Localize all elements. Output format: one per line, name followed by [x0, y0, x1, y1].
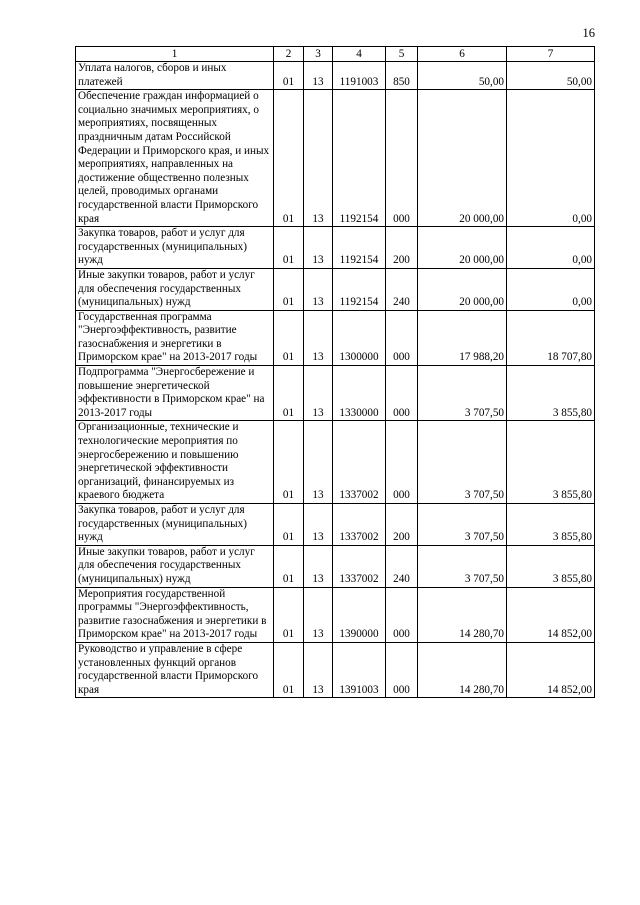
row-expense-type: 200	[386, 504, 418, 546]
row-expense-type: 000	[386, 587, 418, 642]
column-header: 3	[304, 47, 333, 62]
column-header: 4	[333, 47, 386, 62]
row-name: Организационные, технические и технологические мероприятия по энергосбережению и повышению энергетической эффективности организаций, финансируемых из краевого бюджета	[76, 421, 274, 504]
row-section: 01	[274, 268, 304, 310]
column-header: 6	[418, 47, 507, 62]
row-expense-type: 240	[386, 545, 418, 587]
budget-table	[75, 46, 595, 698]
row-expense-type: 000	[386, 421, 418, 504]
row-subsection: 13	[304, 90, 333, 227]
table-row	[76, 90, 595, 227]
row-section: 01	[274, 90, 304, 227]
row-target-code: 1300000	[333, 310, 386, 365]
page-number: 16	[582, 26, 595, 40]
row-subsection: 13	[304, 421, 333, 504]
row-amount-2: 3 855,80	[507, 545, 595, 587]
row-expense-type: 000	[386, 90, 418, 227]
table-row	[76, 310, 595, 365]
row-target-code: 1337002	[333, 504, 386, 546]
row-amount-1: 20 000,00	[418, 90, 507, 227]
row-target-code: 1337002	[333, 545, 386, 587]
row-amount-1: 14 280,70	[418, 642, 507, 697]
row-amount-2: 14 852,00	[507, 642, 595, 697]
row-section: 01	[274, 62, 304, 90]
row-subsection: 13	[304, 227, 333, 269]
row-amount-1: 14 280,70	[418, 587, 507, 642]
row-name: Государственная программа "Энергоэффективность, развитие газоснабжения и энергетики в Приморском крае" на 2013-2017 годы	[76, 310, 274, 365]
row-amount-2: 0,00	[507, 268, 595, 310]
row-amount-2: 50,00	[507, 62, 595, 90]
row-target-code: 1192154	[333, 227, 386, 269]
row-amount-1: 3 707,50	[418, 421, 507, 504]
table-row	[76, 62, 595, 90]
row-section: 01	[274, 642, 304, 697]
table-row	[76, 366, 595, 421]
row-expense-type: 240	[386, 268, 418, 310]
row-name: Мероприятия государственной программы "Энергоэффективность, развитие газоснабжения и энергетики в Приморском крае" на 2013-2017 годы	[76, 587, 274, 642]
row-name: Подпрограмма "Энергосбережение и повышение энергетической эффективности в Приморском крае" на 2013-2017 годы	[76, 366, 274, 421]
row-amount-2: 14 852,00	[507, 587, 595, 642]
row-amount-1: 17 988,20	[418, 310, 507, 365]
row-subsection: 13	[304, 366, 333, 421]
row-amount-2: 18 707,80	[507, 310, 595, 365]
row-target-code: 1390000	[333, 587, 386, 642]
row-expense-type: 200	[386, 227, 418, 269]
table-row	[76, 421, 595, 504]
row-section: 01	[274, 310, 304, 365]
column-header: 7	[507, 47, 595, 62]
row-name: Закупка товаров, работ и услуг для государственных (муниципальных) нужд	[76, 504, 274, 546]
table-row	[76, 268, 595, 310]
row-subsection: 13	[304, 587, 333, 642]
column-header: 2	[274, 47, 304, 62]
row-subsection: 13	[304, 504, 333, 546]
row-section: 01	[274, 545, 304, 587]
table-row	[76, 545, 595, 587]
row-target-code: 1330000	[333, 366, 386, 421]
row-name: Уплата налогов, сборов и иных платежей	[76, 62, 274, 90]
row-name: Иные закупки товаров, работ и услуг для обеспечения государственных (муниципальных) нужд	[76, 545, 274, 587]
table-row	[76, 587, 595, 642]
row-subsection: 13	[304, 268, 333, 310]
column-header: 1	[76, 47, 274, 62]
table-header-row	[76, 47, 595, 62]
row-expense-type: 000	[386, 642, 418, 697]
row-section: 01	[274, 504, 304, 546]
row-section: 01	[274, 366, 304, 421]
row-name: Обеспечение граждан информацией о социально значимых мероприятиях, о мероприятиях, посвященных праздничным датам Российской Федерации и Приморского края, и иных мероприятиях, направленных на достижение общественно полезных целей, проводимых органами государственной власти Приморского края	[76, 90, 274, 227]
row-expense-type: 000	[386, 310, 418, 365]
row-subsection: 13	[304, 545, 333, 587]
row-section: 01	[274, 227, 304, 269]
row-amount-2: 3 855,80	[507, 421, 595, 504]
row-subsection: 13	[304, 642, 333, 697]
row-section: 01	[274, 587, 304, 642]
row-amount-1: 3 707,50	[418, 545, 507, 587]
row-target-code: 1192154	[333, 268, 386, 310]
table-row	[76, 227, 595, 269]
row-subsection: 13	[304, 310, 333, 365]
row-amount-1: 3 707,50	[418, 366, 507, 421]
row-target-code: 1337002	[333, 421, 386, 504]
row-target-code: 1191003	[333, 62, 386, 90]
row-amount-1: 20 000,00	[418, 227, 507, 269]
table-row	[76, 504, 595, 546]
row-section: 01	[274, 421, 304, 504]
row-name: Руководство и управление в сфере установленных функций органов государственной власти Приморского края	[76, 642, 274, 697]
row-amount-2: 3 855,80	[507, 504, 595, 546]
row-amount-2: 0,00	[507, 90, 595, 227]
row-amount-1: 50,00	[418, 62, 507, 90]
row-expense-type: 000	[386, 366, 418, 421]
column-header: 5	[386, 47, 418, 62]
row-target-code: 1192154	[333, 90, 386, 227]
row-subsection: 13	[304, 62, 333, 90]
row-name: Закупка товаров, работ и услуг для государственных (муниципальных) нужд	[76, 227, 274, 269]
row-expense-type: 850	[386, 62, 418, 90]
row-amount-2: 0,00	[507, 227, 595, 269]
table-row	[76, 642, 595, 697]
row-target-code: 1391003	[333, 642, 386, 697]
row-name: Иные закупки товаров, работ и услуг для обеспечения государственных (муниципальных) нужд	[76, 268, 274, 310]
row-amount-2: 3 855,80	[507, 366, 595, 421]
row-amount-1: 20 000,00	[418, 268, 507, 310]
row-amount-1: 3 707,50	[418, 504, 507, 546]
